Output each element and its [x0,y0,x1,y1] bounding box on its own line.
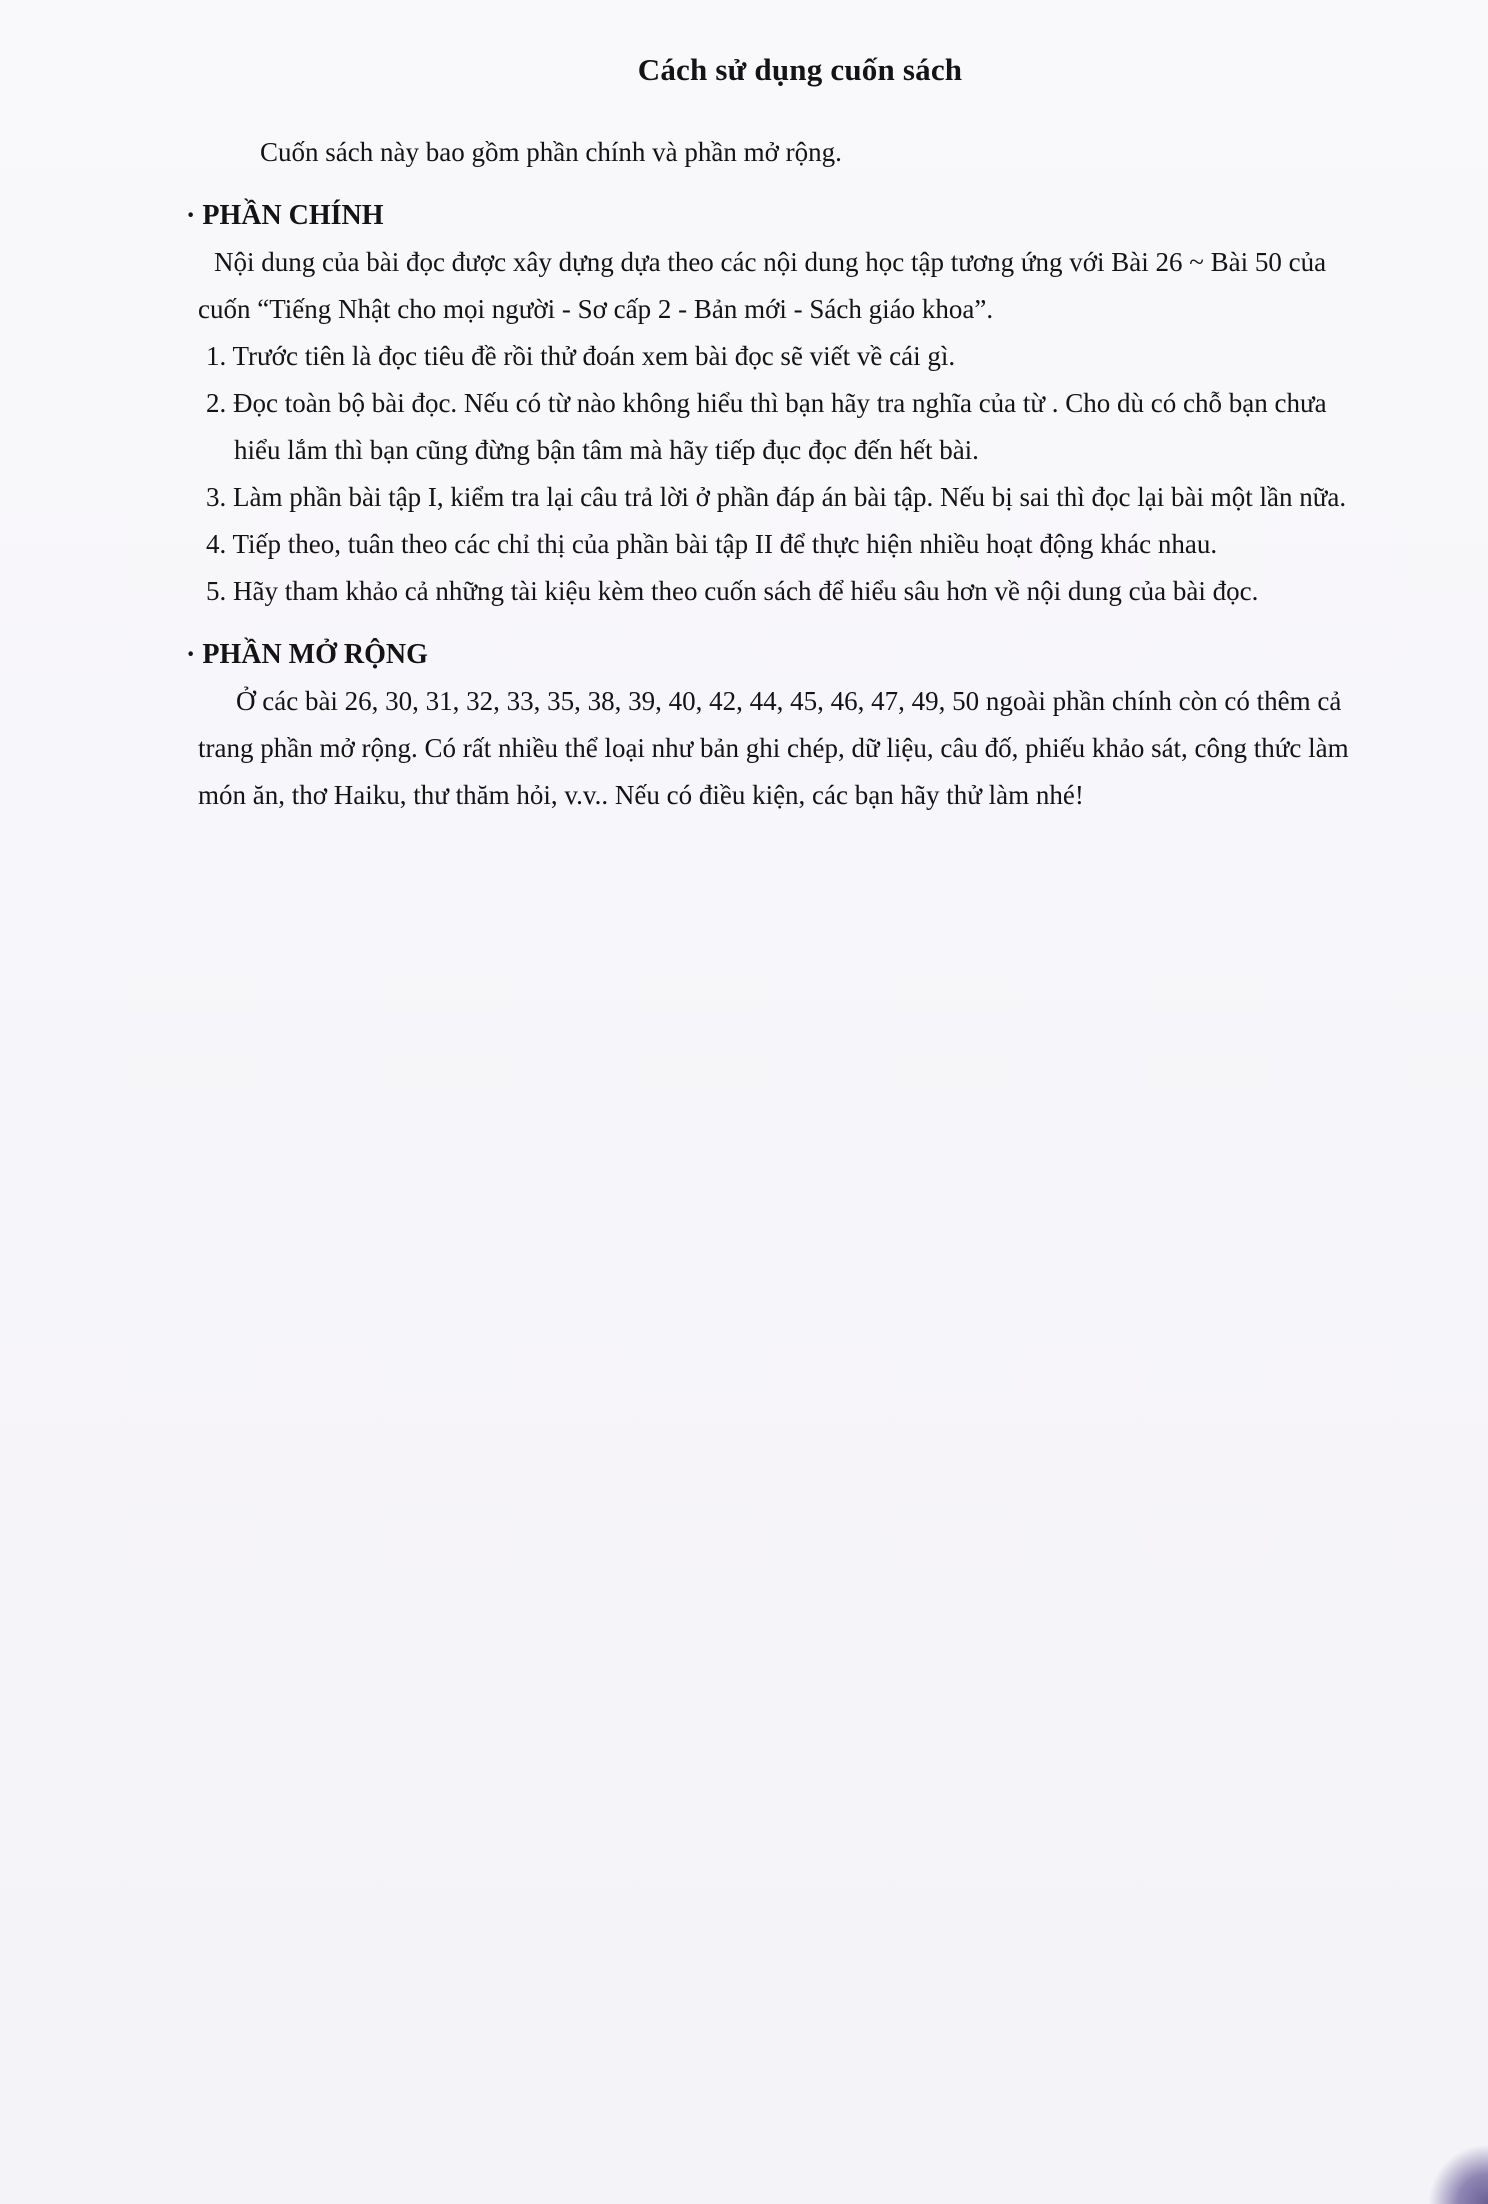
step-item: 3. Làm phần bài tập I, kiểm tra lại câu trả lời ở phần đáp án bài tập. Nếu bị sai thì đọc lại bài một lần nữa. [206,482,1347,512]
step-item: 4. Tiếp theo, tuân theo các chỉ thị của phần bài tập II để thực hiện nhiều hoạt động khác nhau. [206,529,1218,559]
step-item: 5. Hãy tham khảo cả những tài kiệu kèm theo cuốn sách để hiểu sâu hơn về nội dung của bài đọc. [206,576,1259,606]
extension-section-heading: · PHẦN MỞ RỘNG [186,639,428,670]
steps-list [198,333,1378,615]
page-title: Cách sử dụng cuốn sách [637,52,963,87]
step-item: 1. Trước tiên là đọc tiêu đề rồi thử đoán xem bài đọc sẽ viết về cái gì. [206,341,956,371]
extension-section-paragraph: Ở các bài 26, 30, 31, 32, 33, 35, 38, 39, 40, 42, 44, 45, 46, 47, 49, 50 ngoài phần chính còn có thêm cả trang phần mở rộng. Có rất nhiều thể loại như bản ghi chép, dữ liệu, câu đố, phiếu khảo sát, công thức làm món ăn, thơ Haiku, thư thăm hỏi, v.v.. Nếu có điều kiện, các bạn hãy thử làm nhé! [198,686,1349,810]
step-item: 2. Đọc toàn bộ bài đọc. Nếu có từ nào không hiểu thì bạn hãy tra nghĩa của từ . Cho dù có chỗ bạn chưa hiểu lắm thì bạn cũng đừng bận tâm mà hãy tiếp đục đọc đến hết bài. [206,388,1327,465]
main-section-paragraph: Nội dung của bài đọc được xây dựng dựa theo các nội dung học tập tương ứng với Bài 26 ~ Bài 50 của cuốn “Tiếng Nhật cho mọi người - Sơ cấp 2 - Bản mới - Sách giáo khoa”. [198,247,1327,324]
page-content [186,52,1378,819]
page-corner-shadow [1428,2144,1488,2204]
intro-paragraph: Cuốn sách này bao gồm phần chính và phần mở rộng. [260,137,842,167]
main-section-heading: · PHẦN CHÍNH [186,200,384,231]
